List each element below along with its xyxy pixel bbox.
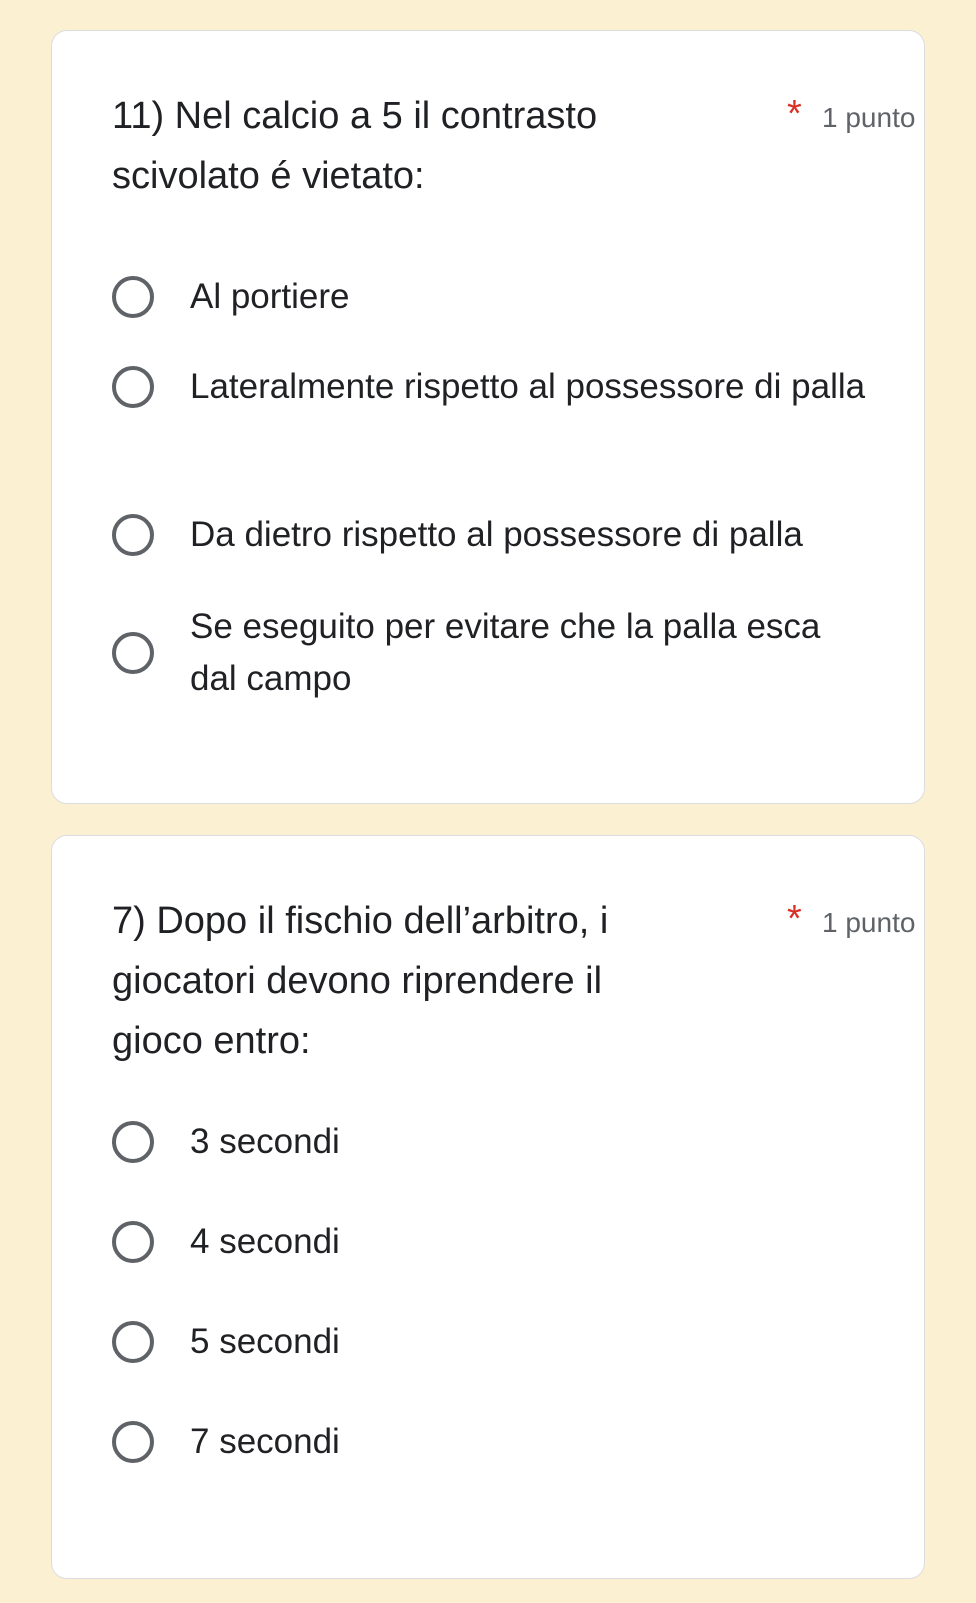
question-header: [112, 891, 916, 1071]
required-asterisk: *: [787, 93, 802, 135]
required-asterisk: *: [787, 898, 802, 940]
radio-button[interactable]: [112, 1121, 154, 1163]
option-label[interactable]: Al portiere: [190, 277, 350, 316]
question-header: [112, 86, 916, 206]
radio-button[interactable]: [112, 1221, 154, 1263]
radio-option[interactable]: [112, 509, 874, 561]
question-title: 11) Nel calcio a 5 il contrasto scivolato é vietato:: [112, 95, 598, 197]
question-card: [51, 30, 925, 804]
radio-button[interactable]: [112, 1421, 154, 1463]
option-label[interactable]: Lateralmente rispetto al possessore di palla: [190, 367, 866, 406]
question-title: 7) Dopo il fischio dell’arbitro, i giocatori devono riprendere il gioco entro:: [112, 900, 609, 1062]
question-points: 1 punto: [822, 907, 916, 938]
radio-button[interactable]: [112, 1321, 154, 1363]
option-label[interactable]: 5 secondi: [190, 1322, 340, 1361]
option-label[interactable]: 4 secondi: [190, 1222, 340, 1261]
radio-option[interactable]: [112, 271, 874, 323]
radio-option[interactable]: [112, 361, 874, 413]
radio-button[interactable]: [112, 276, 154, 318]
radio-button[interactable]: [112, 514, 154, 556]
radio-option[interactable]: [112, 1116, 874, 1168]
question-card: [51, 835, 925, 1579]
radio-button[interactable]: [112, 632, 154, 674]
radio-option[interactable]: [112, 601, 874, 705]
radio-button[interactable]: [112, 366, 154, 408]
radio-option[interactable]: [112, 1416, 874, 1468]
option-label[interactable]: 7 secondi: [190, 1422, 340, 1461]
option-label[interactable]: Da dietro rispetto al possessore di palla: [190, 515, 803, 554]
question-points: 1 punto: [822, 102, 916, 133]
option-label[interactable]: 3 secondi: [190, 1122, 340, 1161]
radio-option[interactable]: [112, 1216, 874, 1268]
radio-option[interactable]: [112, 1316, 874, 1368]
option-label[interactable]: Se eseguito per evitare che la palla esca dal campo: [190, 607, 821, 698]
